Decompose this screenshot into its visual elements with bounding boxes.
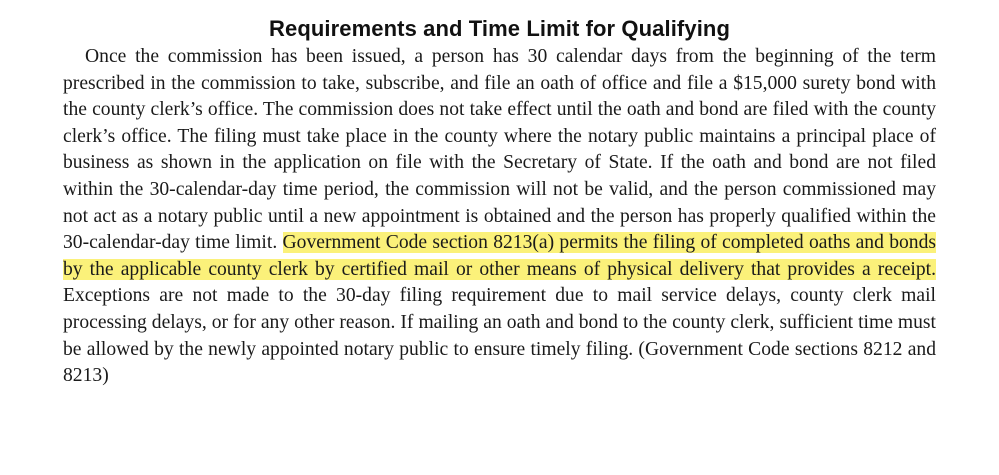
highlighted-sentence: Government Code section 8213(a) permits the filing of completed oaths and bonds by the applicable county clerk by certified mail or other means of physical delivery that provides a receipt. — [63, 232, 937, 280]
paragraph-text-before-highlight: Once the commission has been issued, a person has 30 calendar days from the beginning of the term prescribed in the commission to take, subscribe, and file an oath of office and file a $15,000 surety bond with the county clerk’s office. The commission does not take effect until the oath and bond are filed with the county clerk’s office. The filing must take place in the county where the notary public maintains a principal place of business as shown in the application on file with the Secretary of State. If the oath and bond are not filed within the 30-calendar-day time period, the commission will not be valid, and the person commissioned may not act as a notary public until a new appointment is obtained and the person has properly qualified within the 30-calendar-day time limit. — [63, 46, 936, 254]
section-heading: Requirements and Time Limit for Qualifying — [269, 16, 730, 41]
document-page — [63, 14, 936, 390]
body-paragraph — [63, 44, 936, 390]
paragraph-text-after-highlight: Exceptions are not made to the 30-day filing requirement due to mail service delays, county clerk mail processing delays, or for any other reason. If mailing an oath and bond to the county clerk, sufficient time must be allowed by the newly appointed notary public to ensure timely filing. (Government Code sections 8212 and 8213) — [63, 285, 936, 387]
